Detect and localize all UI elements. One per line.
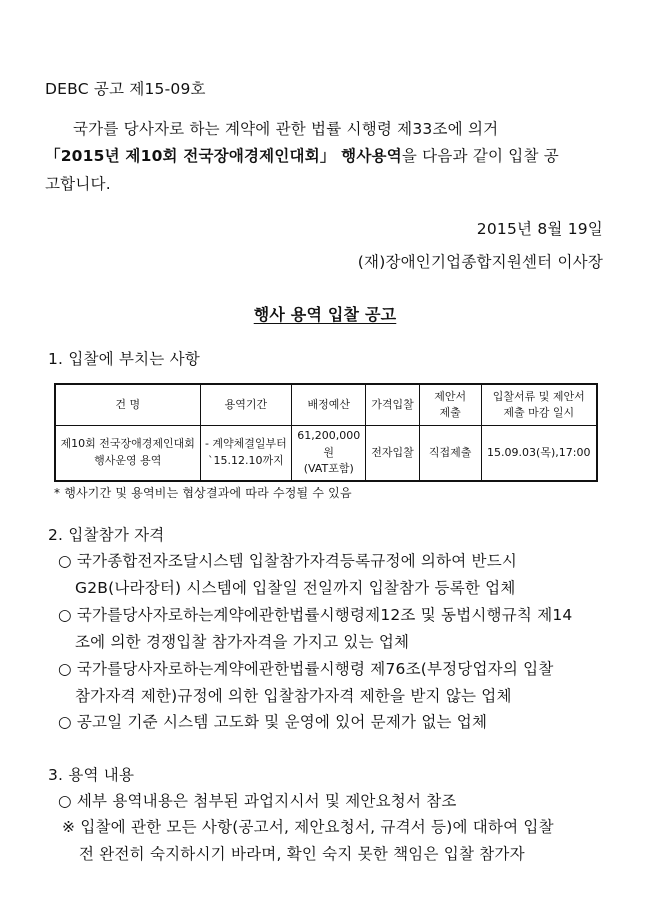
section-3-heading: 3. 용역 내용 — [48, 766, 135, 784]
qualification-3-line-2: 참가자격 제한)규정에 의한 입찰참가자격 제한을 받지 않는 업체 — [75, 687, 512, 705]
intro-line-2 — [45, 144, 559, 166]
notice-number: DEBC 공고 제15-09호 — [45, 80, 206, 98]
header-cell-name: 건 명 — [55, 384, 200, 426]
intro-line-3: 고합니다. — [45, 175, 111, 193]
event-name: 「2015년 제10회 전국장애경제인대회」 행사용역 — [45, 147, 402, 165]
header-cell-period: 용역기간 — [200, 384, 292, 426]
bid-table — [54, 383, 598, 482]
header-cell-deadline: 입찰서류 및 제안서 제출 마감 일시 — [481, 384, 597, 426]
section-2-heading: 2. 입찰참가 자격 — [48, 526, 165, 544]
qualification-1-line-1: ○ 국가종합전자조달시스템 입찰참가자격등록규정에 의하여 반드시 — [58, 552, 518, 570]
table-header-row — [55, 384, 597, 426]
cell-budget: 61,200,000원 (VAT포함) — [292, 426, 366, 481]
issuer: (재)장애인기업종합지원센터 이사장 — [357, 253, 603, 271]
header-cell-price-bid: 가격입찰 — [366, 384, 420, 426]
cell-proposal: 직접제출 — [419, 426, 481, 481]
section-1-heading: 1. 입찰에 부치는 사항 — [48, 350, 200, 368]
section-3-note-line-1: ※ 입찰에 관한 모든 사항(공고서, 제안요청서, 규격서 등)에 대하여 입찰 — [62, 818, 554, 836]
header-cell-proposal: 제안서 제출 — [419, 384, 481, 426]
header-cell-budget: 배정예산 — [292, 384, 366, 426]
cell-name: 제10회 전국장애경제인대회 행사운영 용역 — [55, 426, 200, 481]
qualification-1-line-2: G2B(나라장터) 시스템에 입찰일 전일까지 입찰참가 등록한 업체 — [75, 579, 516, 597]
intro-line-1: 국가를 당사자로 하는 계약에 관한 법률 시행령 제33조에 의거 — [73, 120, 499, 138]
page-title: 행사 용역 입찰 공고 — [253, 305, 397, 324]
table-row — [55, 426, 597, 481]
qualification-2-line-2: 조에 의한 경쟁입찰 참가자격을 가지고 있는 업체 — [75, 633, 410, 651]
cell-period: - 계약체결일부터 `15.12.10까지 — [200, 426, 292, 481]
service-content-item: ○ 세부 용역내용은 첨부된 과업지시서 및 제안요청서 참조 — [58, 792, 457, 810]
qualification-3-line-1: ○ 국가를당사자로하는계약에관한법률시행령 제76조(부정당업자의 입찰 — [58, 660, 554, 678]
cell-price-bid: 전자입찰 — [366, 426, 420, 481]
cell-deadline: 15.09.03(목),17:00 — [481, 426, 597, 481]
section-1-note: * 행사기간 및 용역비는 협상결과에 따라 수정될 수 있음 — [54, 486, 352, 500]
qualification-4: ○ 공고일 기준 시스템 고도화 및 운영에 있어 문제가 없는 업체 — [58, 713, 488, 731]
section-3-note-line-2: 전 완전히 숙지하시기 바라며, 확인 숙지 못한 책임은 입찰 참가자 — [79, 845, 525, 863]
qualification-2-line-1: ○ 국가를당사자로하는계약에관한법률시행령제12조 및 동법시행규칙 제14 — [58, 606, 573, 624]
notice-date: 2015년 8월 19일 — [476, 220, 603, 238]
intro-line-2-rest: 을 다음과 같이 입찰 공 — [401, 147, 559, 165]
